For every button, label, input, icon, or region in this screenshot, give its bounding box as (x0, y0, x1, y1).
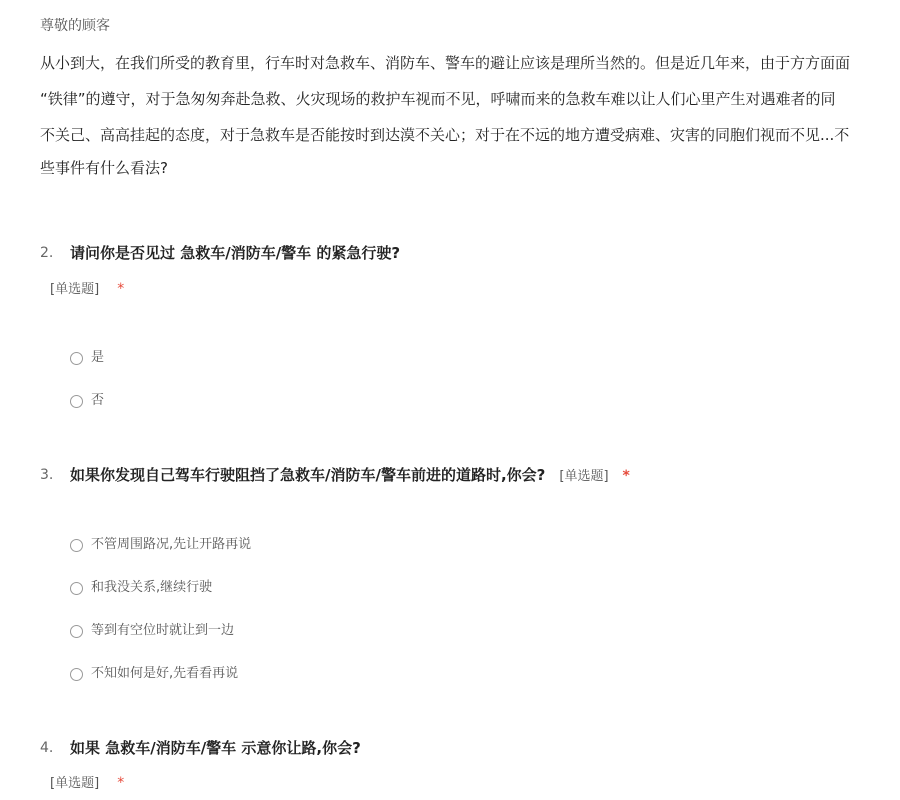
radio-option-no[interactable] (70, 392, 104, 410)
question-number: 2. (40, 245, 54, 261)
radio-button[interactable] (70, 352, 83, 365)
intro-paragraph-line: 从小到大，在我们所受的教育里，行车时对急救车、消防车、警车的避让应该是理所当然的。但是近几年来，由于方方面面 (40, 54, 851, 72)
option-label: 是 (91, 350, 105, 365)
question-title: 如果你发现自己驾车行驶阻挡了急救车/消防车/警车前进的道路时,你会? (70, 466, 546, 484)
question-type-label: [单选题] (50, 282, 100, 297)
greeting-text: 尊敬的顾客 (40, 18, 110, 34)
question-title-row (70, 464, 630, 487)
question-type-row (50, 279, 124, 300)
option-label: 等到有空位时就让到一边 (91, 623, 235, 638)
question-title: 如果 急救车/消防车/警车 示意你让路,你会? (70, 739, 361, 757)
radio-button[interactable] (70, 625, 83, 638)
question-type-label: [单选题] (50, 776, 100, 791)
question-type-label: [单选题] (559, 469, 609, 484)
intro-paragraph-line: 不关己、高高挂起的态度，对于急救车是否能按时到达漠不关心；对于在不远的地方遭受病难、灾害的同胞们视而不见...不 (40, 126, 850, 144)
required-marker: * (117, 281, 125, 297)
radio-option-yes[interactable] (70, 349, 104, 367)
radio-button[interactable] (70, 539, 83, 552)
question-number: 3. (40, 467, 54, 483)
option-label: 否 (91, 393, 105, 408)
question-type-row (50, 773, 124, 794)
radio-option-2[interactable] (70, 579, 212, 597)
required-marker: * (117, 775, 125, 791)
required-marker: * (622, 468, 630, 484)
option-label: 不管周围路况,先让开路再说 (91, 537, 252, 552)
radio-button[interactable] (70, 582, 83, 595)
option-label: 和我没关系,继续行驶 (91, 580, 213, 595)
option-label: 不知如何是好,先看看再说 (91, 666, 239, 681)
radio-option-1[interactable] (70, 536, 251, 554)
radio-option-4[interactable] (70, 665, 238, 683)
question-number: 4. (40, 740, 54, 756)
radio-option-3[interactable] (70, 622, 234, 640)
question-title: 请问你是否见过 急救车/消防车/警车 的紧急行驶? (70, 244, 401, 262)
radio-button[interactable] (70, 395, 83, 408)
intro-paragraph-line: “铁律”的遵守，对于急匆匆奔赴急救、火灾现场的救护车视而不见，呼啸而来的急救车难以让人们心里产生对遇难者的同 (40, 90, 836, 108)
intro-paragraph-line: 些事件有什么看法? (40, 159, 168, 177)
radio-button[interactable] (70, 668, 83, 681)
